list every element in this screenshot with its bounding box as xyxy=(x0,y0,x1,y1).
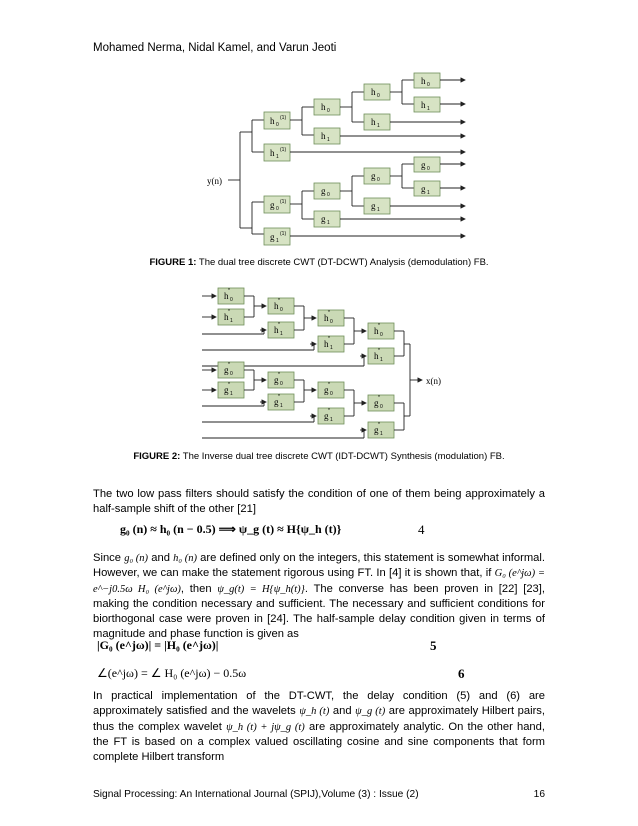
svg-text:*: * xyxy=(328,408,330,414)
svg-text:1: 1 xyxy=(280,403,283,409)
figure-2-caption-text: The Inverse dual tree discrete CWT (IDT-DCWT) Synthesis (modulation) FB. xyxy=(180,451,505,462)
page-number: 16 xyxy=(533,789,545,800)
p3-text-c: are approximately Hilbert pairs, thus the complex wavelet xyxy=(93,705,545,733)
svg-text:0: 0 xyxy=(377,177,380,183)
box-h1-level4 xyxy=(414,97,440,112)
svg-text:1: 1 xyxy=(377,123,380,129)
fig2-output-label: x(n) xyxy=(426,376,441,386)
svg-text:h: h xyxy=(224,312,229,322)
svg-text:g: g xyxy=(270,200,275,210)
p2-psi-formula: ψ_g(t) = H{ψ_h(t)} xyxy=(217,583,305,595)
box-g1-star-col1 xyxy=(218,382,244,398)
p2-text-d: , then xyxy=(180,582,218,595)
equation-5: |G₀ (e^jω)| = |H₀ (e^jω)| xyxy=(97,638,219,652)
equation-6-number: 6 xyxy=(458,666,465,681)
box-g0-star-col4 xyxy=(368,395,394,411)
box-g1-level1 xyxy=(264,228,290,245)
svg-text:0: 0 xyxy=(380,404,383,410)
p3-text-b: and xyxy=(329,705,356,718)
svg-text:1: 1 xyxy=(230,318,233,324)
svg-text:h: h xyxy=(421,100,426,110)
box-h0-level4 xyxy=(414,73,440,88)
svg-text:g: g xyxy=(374,398,379,408)
svg-text:h: h xyxy=(274,325,279,335)
svg-text:*: * xyxy=(228,382,230,388)
p2-h0-formula: h₀ (n) xyxy=(173,553,197,564)
svg-text:h: h xyxy=(324,313,329,323)
box-h0-star-col4 xyxy=(368,323,394,339)
svg-text:h: h xyxy=(371,117,376,127)
svg-text:1: 1 xyxy=(377,207,380,213)
svg-text:g: g xyxy=(324,411,329,421)
svg-text:h: h xyxy=(321,102,326,112)
p3-psi-h-formula: ψ_h (t) xyxy=(299,706,330,718)
box-h1-star-col1 xyxy=(218,309,244,325)
p3-text-a: In practical implementation of the DT-CWT, the delay condition (5) and (6) are approximately satisfied and the wavelets xyxy=(93,690,545,718)
p2-text-e: . The converse has been proven in [22] [23], making the condition necessary and sufficient. The necessary and sufficient conditions for biorthogonal case were proven in [24]. The half-sample delay condition given in terms of magnitude and phase function is given as xyxy=(93,582,545,641)
p2-text-a: Since xyxy=(93,552,125,564)
svg-text:g: g xyxy=(270,232,275,242)
svg-text:g: g xyxy=(224,365,229,375)
box-h1-star-col4 xyxy=(368,348,394,364)
p3-psi-g-formula: ψ_g (t) xyxy=(355,706,386,718)
paragraph-1: The two low pass filters should satisfy the condition of one of them being approximately a half-sample shift of the other [21] xyxy=(93,488,545,516)
svg-text:*: * xyxy=(228,309,230,315)
box-g0-level2 xyxy=(314,183,340,199)
box-g0-level4 xyxy=(414,157,440,172)
box-g1-star-col3 xyxy=(318,408,344,424)
svg-text:g: g xyxy=(374,425,379,435)
svg-text:g: g xyxy=(421,184,426,194)
equation-5-number: 5 xyxy=(430,638,437,653)
equation-4-number: 4 xyxy=(418,522,425,537)
svg-text:1: 1 xyxy=(330,417,333,423)
box-g0-level1 xyxy=(264,196,290,213)
box-h1-level1 xyxy=(264,144,290,161)
svg-text:0: 0 xyxy=(327,192,330,198)
svg-text:h: h xyxy=(324,339,329,349)
svg-text:*: * xyxy=(278,372,280,378)
svg-text:1: 1 xyxy=(427,190,430,196)
svg-text:0: 0 xyxy=(280,307,283,313)
svg-text:1: 1 xyxy=(380,357,383,363)
box-g1-star-col4 xyxy=(368,422,394,438)
svg-text:0: 0 xyxy=(280,381,283,387)
box-h1-level2 xyxy=(314,128,340,144)
svg-text:1: 1 xyxy=(380,431,383,437)
figure-2-caption-label: FIGURE 2: xyxy=(133,451,181,462)
svg-text:*: * xyxy=(378,348,380,354)
svg-text:(1): (1) xyxy=(280,231,287,237)
footer-journal: Signal Processing: An International Journal (SPIJ),Volume (3) : Issue (2) xyxy=(93,789,419,800)
svg-text:1: 1 xyxy=(427,106,430,112)
svg-text:h: h xyxy=(270,116,275,126)
svg-text:0: 0 xyxy=(327,108,330,114)
svg-text:h: h xyxy=(270,148,275,158)
p2-text-b: and xyxy=(148,552,174,564)
box-h1-star-col3 xyxy=(318,336,344,352)
p3-text-d: are approximately analytic. On the other hand, the FT is based on a complex valued oscillating cosine and sine components that form complete Hilbert transform xyxy=(93,720,545,764)
svg-text:(1): (1) xyxy=(280,199,287,205)
box-h1-level3 xyxy=(364,114,390,130)
svg-text:0: 0 xyxy=(330,319,333,325)
figure-2-synthesis-filterbank xyxy=(200,284,460,444)
running-header: Mohamed Nerma, Nidal Kamel, and Varun Jeoti xyxy=(93,42,337,54)
svg-text:(1): (1) xyxy=(280,147,287,153)
svg-text:0: 0 xyxy=(230,297,233,303)
box-g0-level3 xyxy=(364,168,390,184)
svg-text:*: * xyxy=(328,382,330,388)
figure-1-caption xyxy=(0,257,638,268)
svg-text:*: * xyxy=(378,323,380,329)
svg-text:h: h xyxy=(224,291,229,301)
p2-g0-formula: g₀ (n) xyxy=(124,553,149,564)
figure-1-analysis-filterbank xyxy=(200,72,470,252)
svg-text:g: g xyxy=(321,186,326,196)
svg-text:h: h xyxy=(274,301,279,311)
svg-text:*: * xyxy=(328,310,330,316)
box-g0-star-col2 xyxy=(268,372,294,388)
paragraph-3 xyxy=(93,689,545,765)
svg-text:*: * xyxy=(278,394,280,400)
p2-text-c: are defined only on the integers, this statement is somewhat informal. However, we can make the statement rigorous using FT. In [4] it is shown that, if xyxy=(93,552,545,580)
p2-G0-formula: G₀ (e^jω) = e^−j0.5ω H₀ (e^jω) xyxy=(93,568,545,595)
svg-text:*: * xyxy=(228,288,230,294)
svg-text:*: * xyxy=(278,298,280,304)
svg-text:1: 1 xyxy=(230,391,233,397)
svg-text:0: 0 xyxy=(380,332,383,338)
box-g1-star-col2 xyxy=(268,394,294,410)
box-h0-star-col2 xyxy=(268,298,294,314)
svg-text:*: * xyxy=(228,362,230,368)
equation-6: ∠(e^jω) = ∠ H₀ (e^jω) − 0.5ω xyxy=(97,666,247,680)
svg-text:h: h xyxy=(421,76,426,86)
svg-text:g: g xyxy=(321,214,326,224)
box-h0-star-col3 xyxy=(318,310,344,326)
svg-text:*: * xyxy=(278,322,280,328)
box-h0-star-col1 xyxy=(218,288,244,304)
p3-complex-wavelet-formula: ψ_h (t) + jψ_g (t) xyxy=(226,721,305,733)
svg-text:1: 1 xyxy=(327,137,330,143)
svg-text:(1): (1) xyxy=(280,115,287,121)
box-g1-level2 xyxy=(314,211,340,227)
svg-text:0: 0 xyxy=(230,371,233,377)
fig1-input-label: y(n) xyxy=(207,176,222,186)
svg-text:0: 0 xyxy=(330,391,333,397)
figure-2-caption xyxy=(0,451,638,462)
svg-text:0: 0 xyxy=(427,166,430,172)
svg-text:1: 1 xyxy=(327,220,330,226)
page-footer xyxy=(93,789,545,800)
box-h1-star-col2 xyxy=(268,322,294,338)
svg-text:h: h xyxy=(374,351,379,361)
svg-text:1: 1 xyxy=(276,154,279,160)
svg-text:h: h xyxy=(321,131,326,141)
svg-text:g: g xyxy=(274,397,279,407)
svg-text:0: 0 xyxy=(427,82,430,88)
equation-4: g₀ (n) ≈ h₀ (n − 0.5) ⟹ ψ_g (t) ≈ H{ψ_h (t)} xyxy=(120,522,342,536)
svg-text:0: 0 xyxy=(276,206,279,212)
svg-text:g: g xyxy=(224,385,229,395)
svg-text:g: g xyxy=(274,375,279,385)
box-g0-star-col3 xyxy=(318,382,344,398)
svg-text:h: h xyxy=(371,87,376,97)
svg-text:1: 1 xyxy=(276,238,279,244)
svg-text:*: * xyxy=(328,336,330,342)
box-g1-level3 xyxy=(364,198,390,214)
svg-text:g: g xyxy=(371,171,376,181)
svg-text:0: 0 xyxy=(377,93,380,99)
svg-text:h: h xyxy=(374,326,379,336)
svg-text:1: 1 xyxy=(330,345,333,351)
box-h0-level1 xyxy=(264,112,290,129)
box-h0-level2 xyxy=(314,99,340,115)
svg-text:g: g xyxy=(371,201,376,211)
svg-text:*: * xyxy=(378,395,380,401)
svg-text:g: g xyxy=(324,385,329,395)
box-g1-level4 xyxy=(414,181,440,196)
svg-text:g: g xyxy=(421,160,426,170)
svg-text:0: 0 xyxy=(276,122,279,128)
figure-1-caption-text: The dual tree discrete CWT (DT-DCWT) Analysis (demodulation) FB. xyxy=(196,257,489,268)
paragraph-2 xyxy=(93,551,545,643)
box-h0-level3 xyxy=(364,84,390,100)
box-g0-star-col1 xyxy=(218,362,244,378)
svg-text:*: * xyxy=(378,422,380,428)
figure-1-caption-label: FIGURE 1: xyxy=(149,257,197,268)
svg-text:1: 1 xyxy=(280,331,283,337)
